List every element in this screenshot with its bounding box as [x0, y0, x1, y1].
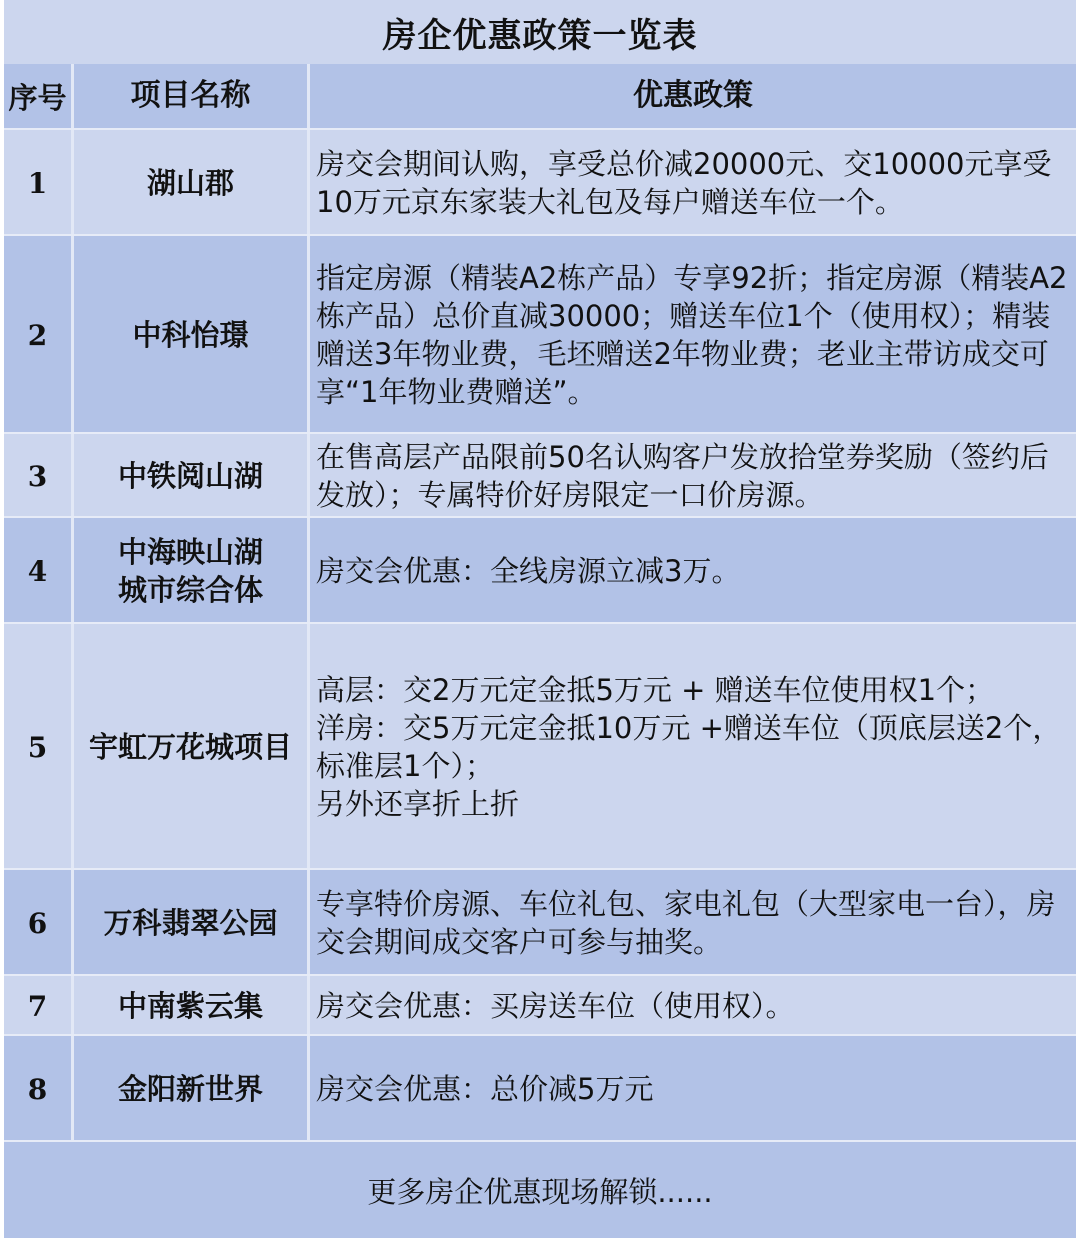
row-policy [310, 518, 1076, 624]
table-title: 房企优惠政策一览表 [4, 0, 1076, 64]
row-name: 中海映山湖 城市综合体 [74, 518, 310, 624]
header-name: 项目名称 [74, 64, 310, 128]
table-row [4, 128, 1076, 236]
row-policy-text: 在售高层产品限前50名认购客户发放拾堂券奖励（签约后发放）；专属特价好房限定一口价房源。 [316, 440, 1049, 512]
header-policy: 优惠政策 [633, 78, 753, 113]
row-name: 中南紫云集 [74, 976, 310, 1036]
row-policy [310, 1036, 1076, 1142]
row-no: 6 [4, 870, 74, 976]
table-row [4, 868, 1076, 976]
row-policy-text: 指定房源（精装A2栋产品）专享92折；指定房源（精装A2栋产品）总价直减30000；赠送车位1个（使用权）；精装赠送3年物业费，毛坯赠送2年物业费；老业主带访成交可享“1年物业费赠送”。 [316, 261, 1068, 409]
row-policy [310, 870, 1076, 976]
row-name: 中铁阅山湖 [74, 434, 310, 518]
row-no: 3 [4, 434, 74, 518]
row-no: 5 [4, 624, 74, 870]
row-policy [310, 434, 1076, 518]
row-name: 金阳新世界 [74, 1036, 310, 1142]
row-policy-text: 房交会优惠：总价减5万元 [316, 1072, 654, 1106]
row-policy-text: 房交会优惠：买房送车位（使用权）。 [316, 989, 795, 1023]
row-policy [310, 236, 1076, 434]
row-name: 宇虹万花城项目 [74, 624, 310, 870]
row-policy-text: 房交会优惠：全线房源立减3万。 [316, 554, 741, 588]
policy-table [4, 0, 1076, 1236]
table-header-row [4, 64, 1076, 128]
row-policy-text: 专享特价房源、车位礼包、家电礼包（大型家电一台），房交会期间成交客户可参与抽奖。 [316, 887, 1056, 959]
row-no: 8 [4, 1036, 74, 1142]
row-policy [310, 624, 1076, 870]
header-no: 序号 [4, 64, 74, 128]
footer-note: 更多房企优惠现场解锁...... [4, 1140, 1076, 1238]
row-policy-text: 房交会期间认购，享受总价减20000元、交10000元享受10万元京东家装大礼包及每户赠送车位一个。 [316, 147, 1052, 219]
row-no: 7 [4, 976, 74, 1036]
row-policy [310, 976, 1076, 1036]
row-name: 中科怡璟 [74, 236, 310, 434]
row-no: 4 [4, 518, 74, 624]
row-no: 1 [4, 130, 74, 236]
table-row [4, 1034, 1076, 1142]
table-row [4, 974, 1076, 1036]
table-row [4, 432, 1076, 518]
table-row [4, 622, 1076, 870]
table-row [4, 516, 1076, 624]
row-name: 万科翡翠公园 [74, 870, 310, 976]
row-policy-text: 高层：交2万元定金抵5万元 + 赠送车位使用权1个； 洋房：交5万元定金抵10万元 +赠送车位（顶底层送2个，标准层1个）； 另外还享折上折 [316, 673, 1062, 821]
row-name: 湖山郡 [74, 130, 310, 236]
row-no: 2 [4, 236, 74, 434]
row-policy [310, 130, 1076, 236]
table-row [4, 234, 1076, 434]
